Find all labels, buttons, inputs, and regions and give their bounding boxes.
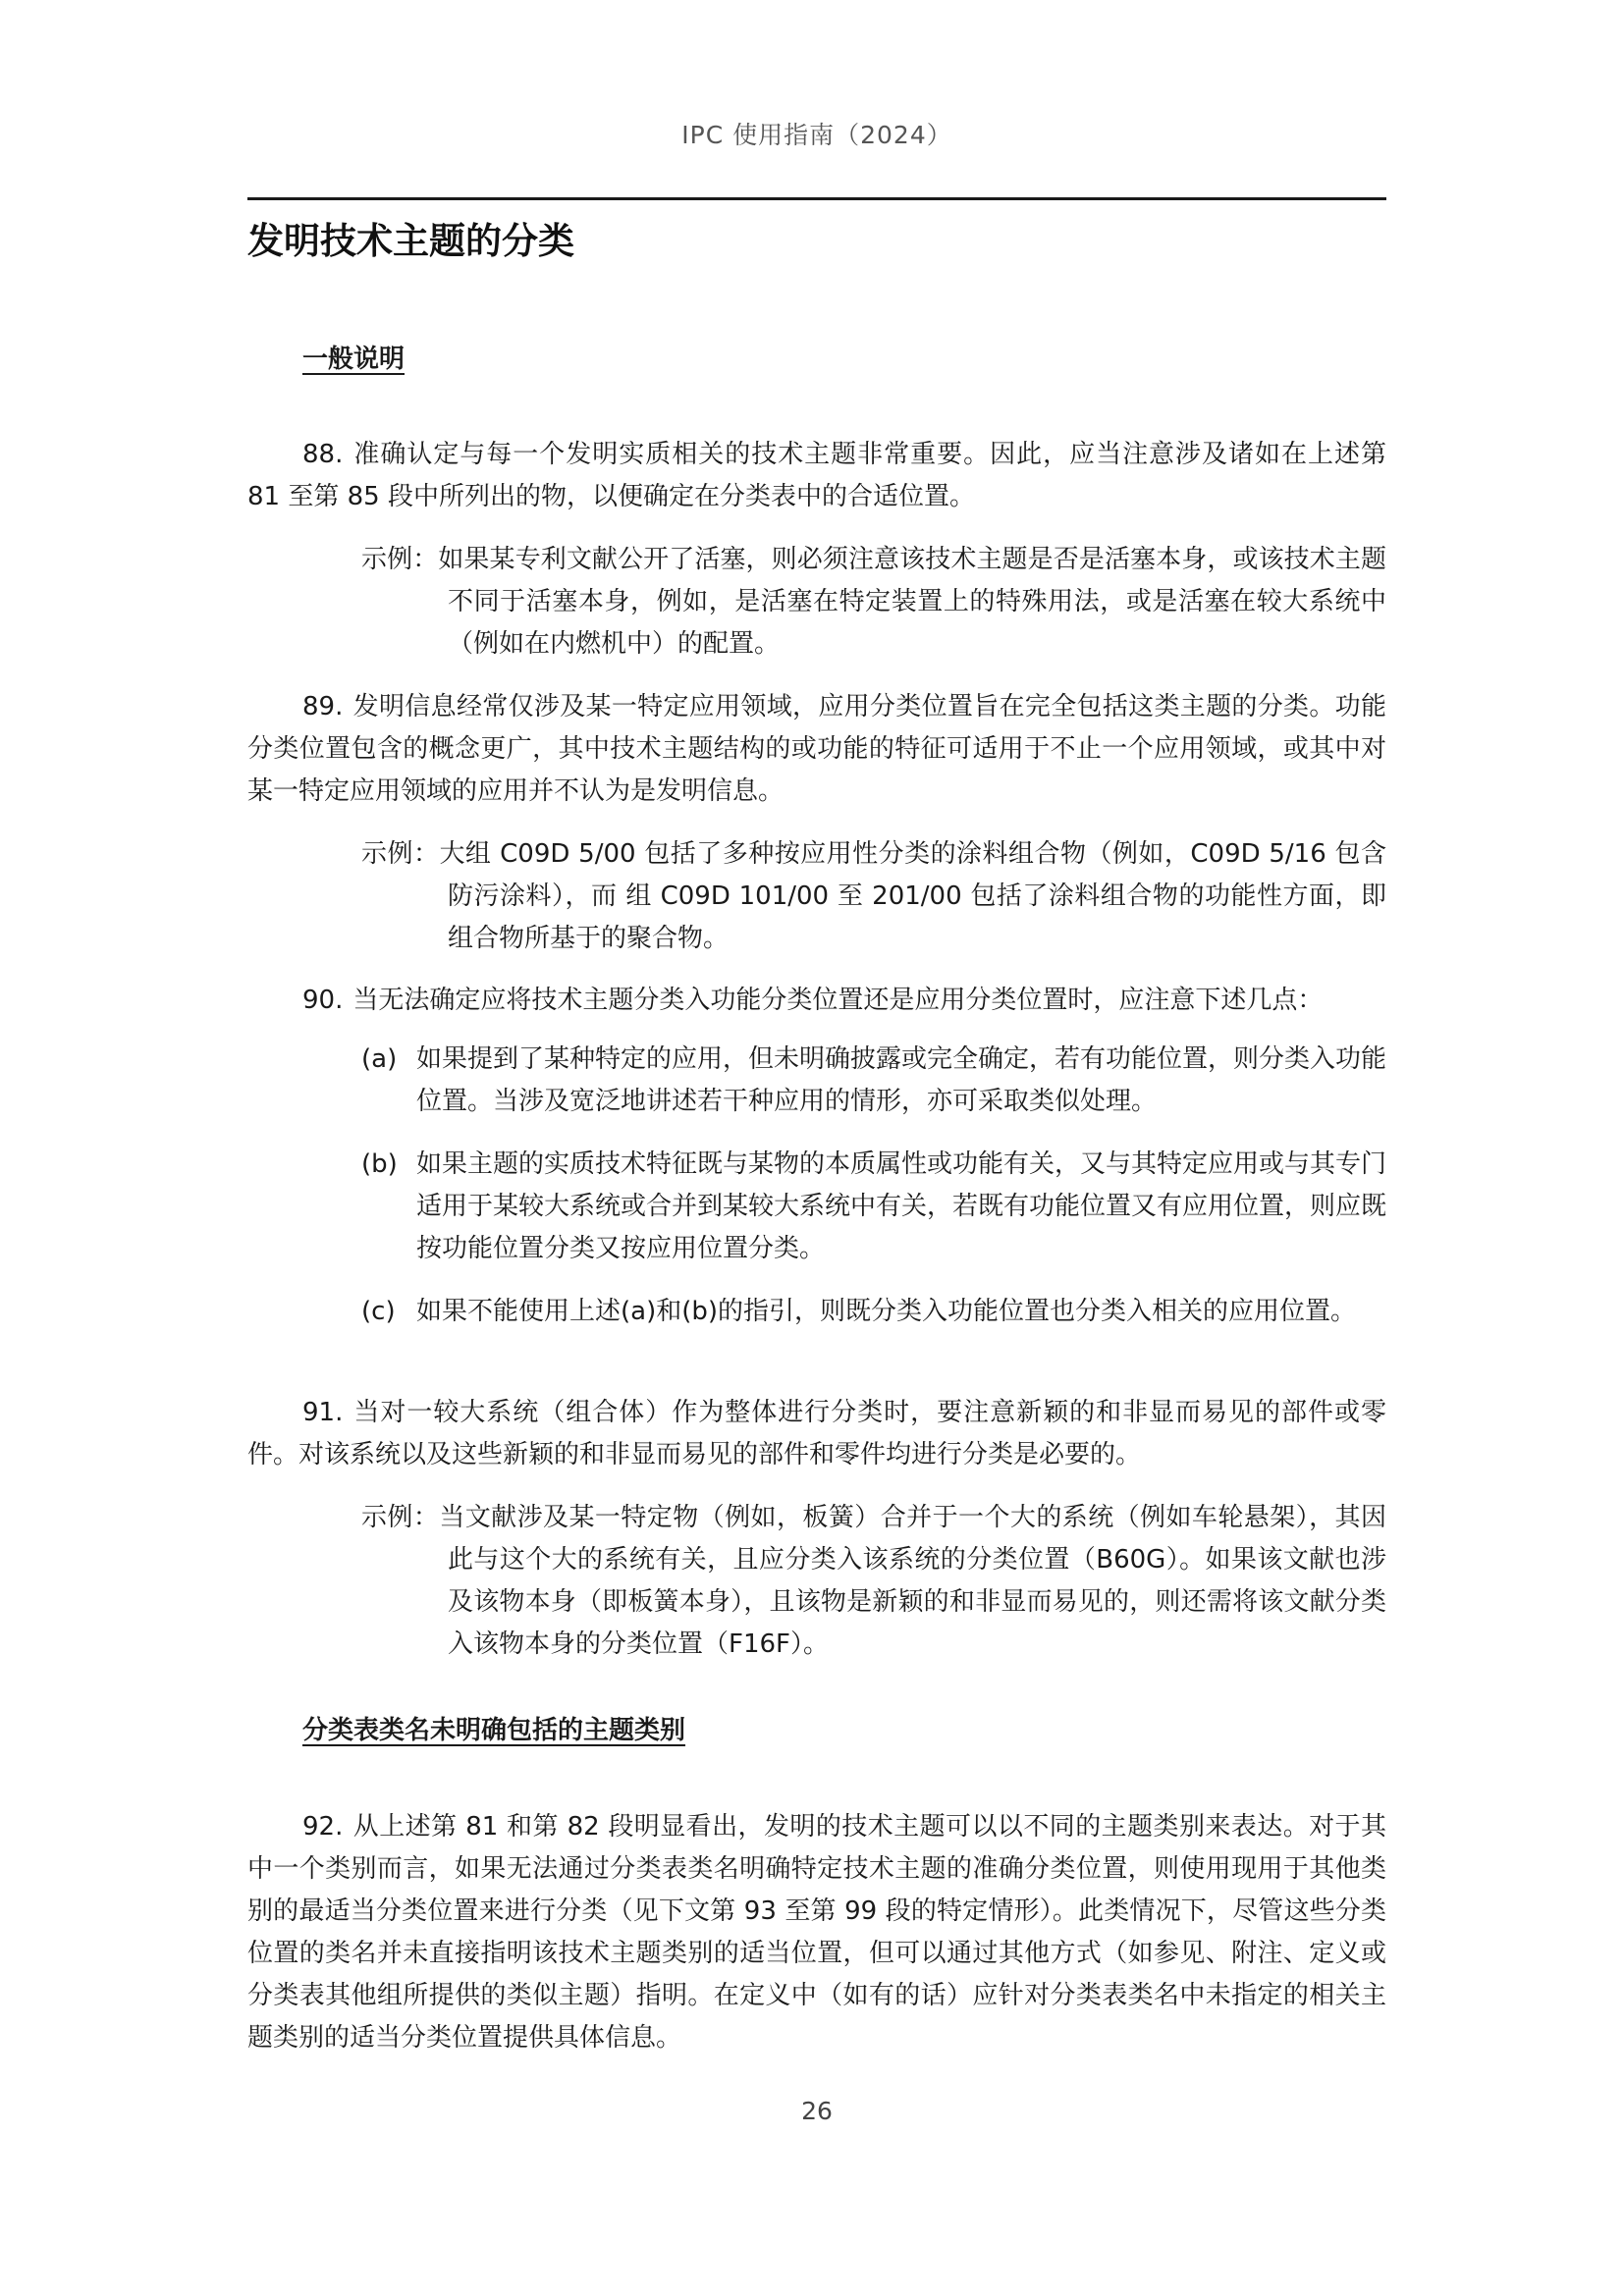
paragraph-number: 92. xyxy=(302,1812,344,1842)
example-text: 如果某专利文献公开了活塞，则必须注意该技术主题是否是活塞本身，或该技术主题不同于活塞本身，例如，是活塞在特定装置上的特殊用法，或是活塞在较大系统中（例如在内燃机中）的配置。 xyxy=(438,545,1386,659)
paragraph-number: 89. xyxy=(302,692,344,721)
paragraph-number: 91. xyxy=(302,1398,344,1427)
paragraph-91 xyxy=(247,1392,1386,1476)
example-label: 示例： xyxy=(361,545,439,574)
example-text: 大组 C09D 5/00 包括了多种按应用性分类的涂料组合物（例如，C09D 5/16 包含防污涂料），而 组 C09D 101/00 至 201/00 包括了涂料组合物的功能性方面，即组合物所基于的聚合物。 xyxy=(439,839,1386,953)
example-88 xyxy=(361,539,1386,666)
example-text: 当文献涉及某一特定物（例如，板簧）合并于一个大的系统（例如车轮悬架），其因此与这个大的系统有关，且应分类入该系统的分类位置（B60G）。如果该文献也涉及该物本身（即板簧本身），且该物是新颖的和非显而易见的，则还需将该文献分类入该物本身的分类位置（F16F）。 xyxy=(439,1503,1386,1659)
list-item-text: 如果提到了某种特定的应用，但未明确披露或完全确定，若有功能位置，则分类入功能位置。当涉及宽泛地讲述若干种应用的情形，亦可采取类似处理。 xyxy=(416,1044,1387,1116)
page-number: 26 xyxy=(801,2097,833,2125)
section-heading-general: 一般说明 xyxy=(302,345,406,374)
paragraph-number: 88. xyxy=(302,440,344,469)
example-label: 示例： xyxy=(361,839,440,869)
section-heading-categories: 分类表类名未明确包括的主题类别 xyxy=(302,1716,686,1745)
paragraph-92 xyxy=(247,1806,1386,2059)
list-marker: (c) xyxy=(361,1297,396,1326)
example-91 xyxy=(361,1497,1386,1666)
paragraph-90 xyxy=(247,980,1386,1022)
paragraph-88 xyxy=(247,434,1386,518)
list-marker: (b) xyxy=(361,1149,398,1179)
page-title: 发明技术主题的分类 xyxy=(247,220,574,262)
header-rule xyxy=(247,197,1386,200)
example-label: 示例： xyxy=(361,1503,440,1532)
paragraph-text: 当无法确定应将技术主题分类入功能分类位置还是应用分类位置时，应注意下述几点： xyxy=(352,986,1324,1015)
paragraph-89 xyxy=(247,686,1386,813)
paragraph-text: 发明信息经常仅涉及某一特定应用领域，应用分类位置旨在完全包括这类主题的分类。功能分类位置包含的概念更广，其中技术主题结构的或功能的特征可适用于不止一个应用领域，或其中对某一特定应用领域的应用并不认为是发明信息。 xyxy=(247,692,1386,806)
paragraph-text: 准确认定与每一个发明实质相关的技术主题非常重要。因此，应当注意涉及诸如在上述第 81 至第 85 段中所列出的物，以便确定在分类表中的合适位置。 xyxy=(247,440,1386,511)
list-item-c xyxy=(361,1291,1386,1333)
list-item-text: 如果主题的实质技术特征既与某物的本质属性或功能有关，又与其特定应用或与其专门适用于某较大系统或合并到某较大系统中有关，若既有功能位置又有应用位置，则应既按功能位置分类又按应用位置分类。 xyxy=(416,1149,1387,1263)
paragraph-text: 从上述第 81 和第 82 段明显看出，发明的技术主题可以以不同的主题类别来表达。对于其中一个类别而言，如果无法通过分类表类名明确特定技术主题的准确分类位置，则使用现用于其他类别的最适当分类位置来进行分类（见下文第 93 至第 99 段的特定情形）。此类情况下，尽管这些分类位置的类名并未直接指明该技术主题类别的适当位置，但可以通过其他方式（如参见、附注、定义或分类表其他组所提供的类似主题）指明。在定义中（如有的话）应针对分类表类名中未指定的相关主题类别的适当分类位置提供具体信息。 xyxy=(247,1812,1386,2053)
list-item-b xyxy=(361,1144,1386,1270)
list-item-text: 如果不能使用上述(a)和(b)的指引，则既分类入功能位置也分类入相关的应用位置。 xyxy=(416,1297,1357,1326)
paragraph-number: 90. xyxy=(302,986,344,1015)
list-item-a xyxy=(361,1039,1386,1123)
example-89 xyxy=(361,833,1386,960)
running-header: IPC 使用指南（2024） xyxy=(681,121,952,149)
list-marker: (a) xyxy=(361,1044,398,1074)
paragraph-text: 当对一较大系统（组合体）作为整体进行分类时，要注意新颖的和非显而易见的部件或零件。对该系统以及这些新颖的和非显而易见的部件和零件均进行分类是必要的。 xyxy=(247,1398,1386,1469)
